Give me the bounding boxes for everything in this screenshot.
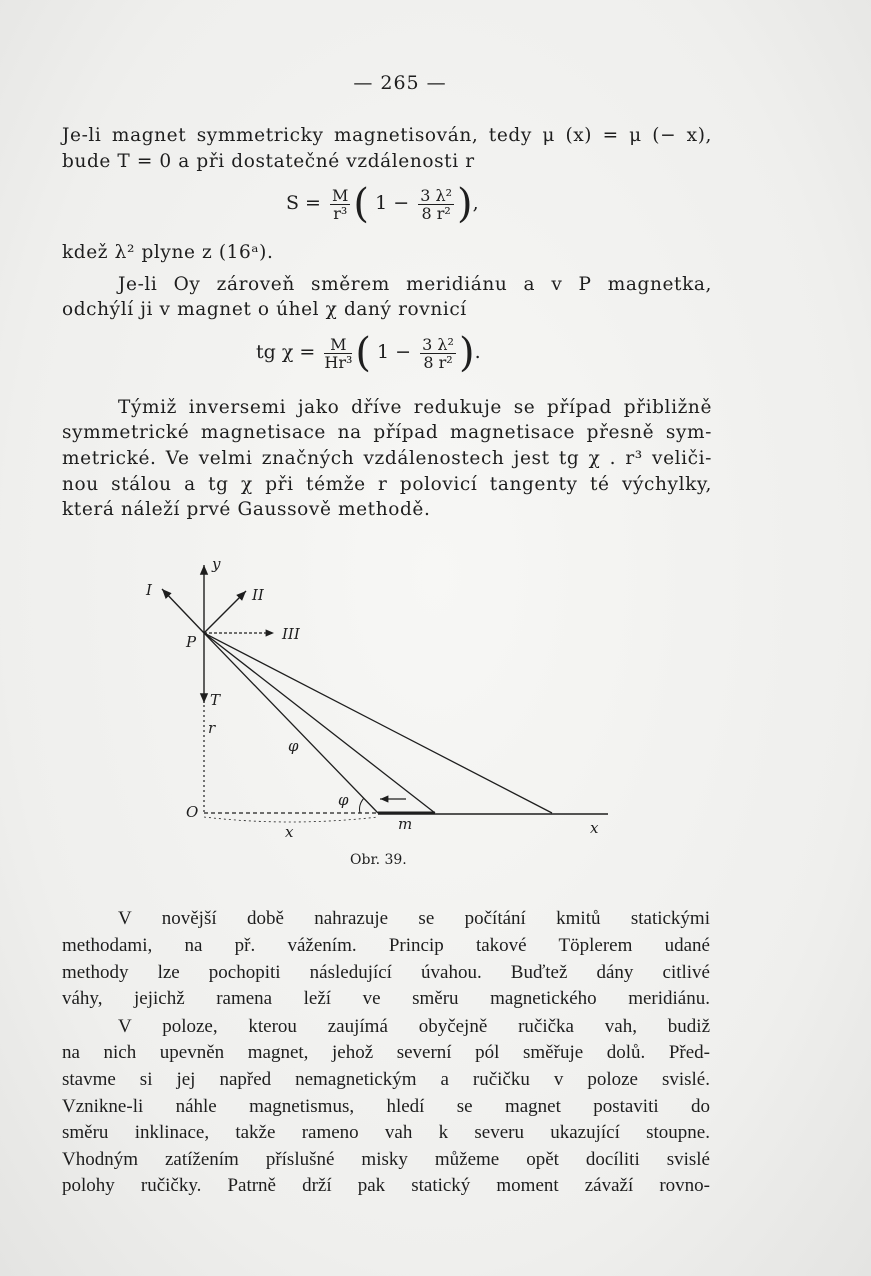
direction-I-line: [162, 589, 204, 633]
label-m: m: [398, 815, 413, 833]
eq2-den: Hr³: [324, 352, 353, 372]
para3-line2: symmetrické magnetisace na případ magnetisace přesně sym-: [62, 422, 712, 443]
eq1-inner-num: 3 λ²: [420, 185, 453, 205]
eq2-paren-close: ): [458, 330, 475, 376]
eq1-lhs: S =: [286, 192, 321, 214]
para4-line4: váhy, jejichž ramena leží ve směru magnetického meridiánu.: [62, 988, 710, 1009]
eq2-fraction: [324, 336, 352, 371]
equation-tg-chi: [256, 330, 481, 376]
eq2-one: 1 −: [377, 341, 412, 363]
para4-line3: methody lze pochopiti následující úvahou. Buďtež dány citlivé: [62, 962, 710, 983]
ray-3: [204, 633, 552, 813]
page-number: — 265 —: [353, 72, 447, 94]
para1-line1: Je-li magnet symmetricky magnetisován, tedy μ (x) = μ (− x),: [62, 125, 712, 146]
para5-line6: Vhodným zatížením příslušné misky můžeme opět docíliti svislé: [62, 1149, 710, 1170]
ray-1: [204, 633, 378, 813]
label-phi-upper: φ: [288, 737, 299, 755]
equation-s: [286, 181, 479, 227]
figure-39: [140, 555, 620, 845]
label-II: II: [252, 586, 264, 604]
para5-line4: Vznikne-li náhle magnetismus, hledí se magnet postaviti do: [62, 1096, 710, 1117]
eq1-paren-close: ): [457, 181, 473, 227]
eq2-tail: .: [474, 341, 481, 363]
eq2-inner-num: 3 λ²: [422, 334, 454, 354]
eq1-inner-den: 8 r²: [421, 203, 451, 223]
eq1-paren-open: (: [353, 181, 370, 227]
label-P: P: [186, 633, 197, 651]
para2-line2: odchýlí ji v magnet o úhel χ daný rovnicí: [62, 299, 467, 320]
eq1-one: 1 −: [375, 192, 410, 214]
label-x-bottom: x: [285, 823, 294, 841]
eq1-fraction: [330, 187, 350, 222]
para4-line1: V novější době nahrazuje se počítání kmitů statickými: [118, 908, 710, 929]
label-phi-lower: φ: [338, 791, 349, 809]
eq2-paren-open: (: [355, 330, 371, 376]
label-T: T: [210, 691, 221, 709]
para5-line2: na nich upevněn magnet, jehož severní pól směřuje dolů. Před-: [62, 1042, 710, 1063]
ray-2: [204, 633, 435, 813]
para5-line1: V poloze, kterou zaujímá obyčejně ručička vah, budiž: [118, 1016, 710, 1037]
para3-line3: metrické. Ve velmi značných vzdálenostech jest tg χ . r³ veliči-: [62, 448, 712, 469]
para4-line2: methodami, na př. vážením. Princip takové Töplerem udané: [62, 935, 710, 956]
para3-line1: Týmiž inversemi jako dříve redukuje se případ přibližně: [118, 397, 712, 418]
phi-arc: [360, 798, 365, 813]
para3-line4: nou stálou a tg χ při témže r polovicí tangenty té výchylky,: [62, 474, 712, 495]
eq1-num: M: [332, 185, 349, 205]
para5-line3: stavme si jej napřed nemagnetickým a ručičku v poloze svislé.: [62, 1069, 710, 1090]
eq2-lhs: tg χ =: [256, 341, 316, 363]
eq2-num: M: [324, 336, 352, 354]
figure-caption: Obr. 39.: [350, 852, 407, 868]
eq1-den: r³: [333, 203, 348, 223]
eq2-inner-den: 8 r²: [423, 352, 453, 372]
label-x-axis: x: [590, 819, 599, 837]
label-r: r: [208, 719, 216, 737]
para5-line7: polohy ručičky. Patrně drží pak statický moment závaží rovno-: [62, 1175, 710, 1196]
eq2-inner-fraction: [420, 336, 456, 371]
label-O: O: [186, 803, 199, 821]
para2-line1: Je-li Oy zároveň směrem meridiánu a v P magnetka,: [118, 274, 712, 295]
label-III: III: [282, 625, 300, 643]
x-brace: [204, 817, 378, 822]
eq1-inner-fraction: [418, 187, 454, 222]
eq1-tail: ,: [472, 192, 479, 214]
kdez-line: kdež λ² plyne z (16ᵃ).: [62, 242, 274, 263]
direction-II-line: [204, 591, 246, 633]
label-y: y: [212, 555, 221, 573]
para1-line2: bude T = 0 a při dostatečné vzdálenosti r: [62, 151, 475, 172]
para5-line5: směru inklinace, takže rameno vah k severu ukazující stoupne.: [62, 1122, 710, 1143]
label-I: I: [146, 581, 152, 599]
para3-line5: která náleží prvé Gaussově methodě.: [62, 499, 431, 520]
